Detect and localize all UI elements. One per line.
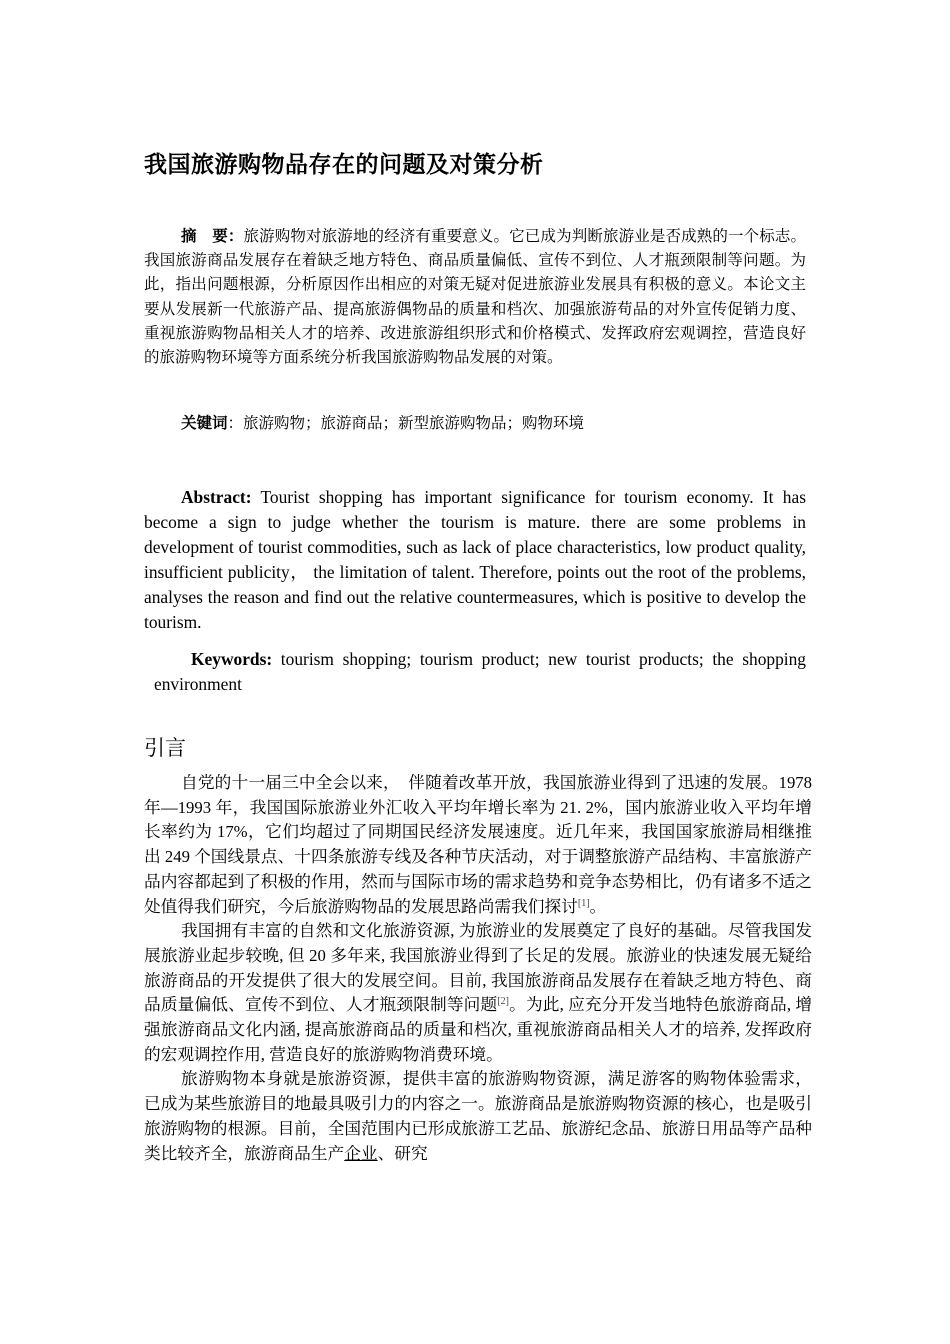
citation-ref-1: [1] xyxy=(577,897,590,909)
intro-paragraph-3 xyxy=(144,1067,812,1166)
abstract-cn xyxy=(144,224,806,369)
intro-p2-text-a: 我国拥有丰富的自然和文化旅游资源, 为旅游业的发展奠定了良好的基础。尽管我国发展旅游业起步较晚, 但 20 多年来, 我国旅游业得到了长足的发展。旅游业的快速发展无疑给旅游商品的开发提供了很大的发展空间。目前, 我国旅游商品发展存在着缺乏地方特色、商品质量偏低、宣传不到位、人才瓶颈限制等问题 xyxy=(144,921,812,1015)
intro-p3-text-b: 、研究 xyxy=(377,1143,428,1163)
keywords-en-label: Keywords: xyxy=(191,649,273,669)
keywords-cn-separator: ： xyxy=(227,414,244,432)
enterprise-link[interactable]: 企业 xyxy=(344,1143,378,1163)
keywords-cn-text: 旅游购物；旅游商品；新型旅游购物品；购物环境 xyxy=(243,414,585,432)
intro-p1-text: 自党的十一届三中全会以来， 伴随着改革开放，我国旅游业得到了迅速的发展。1978 年—1993 年，我国国际旅游业外汇收入平均年增长率为 21. 2%，国内旅游业收入平均年增长率约为 17%，它们均超过了同期国民经济发展速度。近几年来，我国国家旅游局相继推出 249 个国线景点、十四条旅游专线及各种节庆活动，对于调整旅游产品结构、丰富旅游产品内容都起到了积极的作用，然而与国际市场的需求趋势和竞争态势相比，仍有诸多不适之处值得我们研究，今后旅游购物品的发展思路尚需我们探讨 xyxy=(144,773,812,916)
abstract-cn-text: 旅游购物对旅游地的经济有重要意义。它已成为判断旅游业是否成熟的一个标志。我国旅游商品发展存在着缺乏地方特色、商品质量偏低、宣传不到位、人才瓶颈限制等问题。为此，指出问题根源，分析原因作出相应的对策无疑对促进旅游业发展具有积极的意义。本论文主要从发展新一代旅游产品、提高旅游偶物品的质量和档次、加强旅游苟品的对外宣传促销力度、重视旅游购物品相关人才的培养、改进旅游组织形式和价格模式、发挥政府宏观调控，营造良好的旅游购物环境等方面系统分析我国旅游购物品发展的对策。 xyxy=(144,227,806,367)
intro-p3-text-a: 旅游购物本身就是旅游资源，提供丰富的旅游购物资源，满足游客的购物体验需求，已成为某些旅游目的地最具吸引力的内容之一。旅游商品是旅游购物资源的核心，也是吸引旅游购物的根源。目前，全国范围内已形成旅游工艺品、旅游纪念品、旅游日用品等产品种类比较齐全，旅游商品生产 xyxy=(144,1069,812,1163)
citation-ref-2: [2] xyxy=(497,996,510,1008)
intro-paragraph-2 xyxy=(144,919,812,1067)
page-title: 我国旅游购物品存在的问题及对策分析 xyxy=(144,152,544,178)
intro-p1-end: 。 xyxy=(589,896,607,916)
keywords-cn-label: 关键词 xyxy=(181,414,228,432)
keywords-en-text: tourism shopping; tourism product; new tourist products; the shopping environment xyxy=(154,649,806,694)
abstract-en xyxy=(144,485,806,635)
intro-heading: 引言 xyxy=(144,736,186,760)
keywords-en xyxy=(154,647,806,697)
abstract-en-label: Abstract: xyxy=(181,487,252,507)
keywords-cn xyxy=(181,411,584,435)
abstract-cn-label: 摘 要： xyxy=(181,227,244,245)
intro-p2-text-b: 。为此, 应充分开发当地特色旅游商品, 增强旅游商品文化内涵, 提高旅游商品的质量和档次, 重视旅游商品相关人才的培养, 发挥政府的宏观调控作用, 营造良好的旅游购物消费环境。 xyxy=(144,995,813,1064)
abstract-en-text: Tourist shopping has important significance for tourism economy. It has become a sign to judge whether the tourism is mature. there are some problems in development of tourist commodities, such as lack of place characteristics, low product quality, insufficient publicity， the limitation of talent. Therefore, points out the root of the problems, analyses the reason and find out the relative countermeasures, which is positive to develop the tourism. xyxy=(144,487,806,632)
intro-paragraph-1 xyxy=(144,771,812,919)
intro-body xyxy=(144,771,812,1166)
